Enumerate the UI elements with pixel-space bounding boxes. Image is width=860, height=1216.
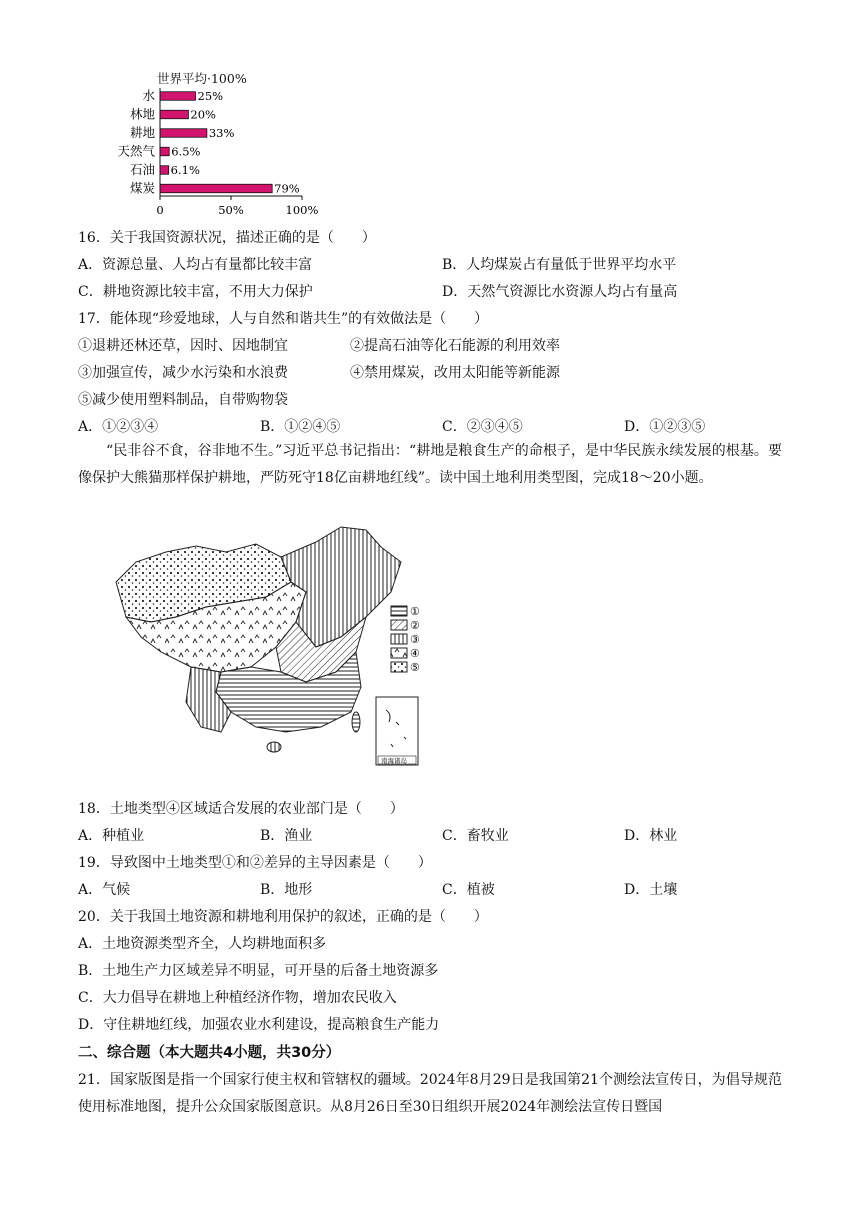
category-label: 耕地 [129, 125, 155, 140]
chart-title: 世界平均·100% [157, 71, 247, 86]
q18-option-c[interactable]: C．畜牧业 [442, 828, 509, 844]
category-label: 水 [142, 88, 155, 103]
q17-item-4: ④禁用煤炭，改用太阳能等新能源 [350, 365, 560, 381]
q19-option-d[interactable]: D．土壤 [624, 882, 678, 898]
bar [160, 129, 207, 138]
q16-option-c[interactable]: C．耕地资源比较丰富，不用大力保护 [78, 284, 313, 300]
map-legend [391, 605, 420, 674]
legend-2: ② [410, 619, 420, 632]
q17-option-b[interactable]: B．①②④⑤ [260, 419, 341, 435]
bar-value-label: 6.1% [170, 163, 200, 177]
bar-value-label: 20% [190, 107, 216, 122]
bar [160, 166, 169, 175]
q18-option-b[interactable]: B．渔业 [260, 828, 313, 844]
q20-option-c[interactable]: C．大力倡导在耕地上种植经济作物，增加农民收入 [78, 990, 397, 1006]
q17-option-c[interactable]: C．②③④⑤ [442, 419, 523, 435]
x-tick-label: 0 [156, 203, 164, 217]
q16-option-b[interactable]: B．人均煤炭占有量低于世界平均水平 [442, 257, 677, 273]
q18-option-d[interactable]: D．林业 [624, 828, 678, 844]
q17-item-3: ③加强宣传，减少水污染和水浪费 [78, 365, 288, 381]
q19-option-a[interactable]: A．气候 [78, 882, 131, 898]
q17-option-a[interactable]: A．①②③④ [78, 419, 159, 435]
legend-4: ④ [410, 647, 420, 660]
q21-text: 21．国家版图是指一个国家行使主权和管辖权的疆域。2024年8月29日是我国第21个测绘法宣传日，为倡导规范使用标准地图，提升公众国家版图意识。从8月26日至30日组织开展2024年测绘法宣传日暨国 [78, 1072, 782, 1115]
bar [160, 184, 272, 193]
category-label: 林地 [129, 106, 155, 122]
bar [160, 147, 169, 156]
bar [160, 92, 196, 101]
inset-label: 南海诸岛 [381, 757, 407, 765]
q17-item-5: ⑤减少使用塑料制品，自带购物袋 [78, 392, 288, 408]
bar-value-label: 25% [197, 89, 224, 103]
q16-option-d[interactable]: D．天然气资源比水资源人均占有量高 [442, 284, 678, 300]
q19-option-b[interactable]: B．地形 [260, 882, 313, 898]
bar-value-label: 33% [208, 126, 235, 140]
x-tick-label: 100% [285, 203, 319, 217]
hainan-island [267, 742, 281, 752]
bar-value-label: 6.5% [171, 144, 201, 159]
category-label: 石油 [129, 162, 155, 177]
q20-option-b[interactable]: B．土地生产力区域差异不明显，可开垦的后备土地资源多 [78, 963, 439, 979]
taiwan-island [352, 712, 360, 732]
q19-option-c[interactable]: C．植被 [442, 882, 495, 898]
legend-1: ① [410, 605, 420, 618]
legend-5: ⑤ [410, 661, 420, 674]
q17-stem: 17．能体现“珍爱地球，人与自然和谐共生”的有效做法是（ ） [78, 311, 489, 327]
q17-option-d[interactable]: D．①②③⑤ [624, 419, 706, 435]
q18-option-a[interactable]: A．种植业 [78, 828, 145, 844]
resource-bar-chart [100, 68, 440, 218]
bar-value-label: 79% [274, 181, 300, 196]
q18-stem: 18．土地类型④区域适合发展的农业部门是（ ） [78, 801, 404, 817]
q17-item-2: ②提高石油等化石能源的利用效率 [350, 338, 560, 354]
q16-stem: 16．关于我国资源状况，描述正确的是（ ） [78, 230, 376, 246]
q20-stem: 20．关于我国土地资源和耕地利用保护的叙述，正确的是（ ） [78, 909, 488, 925]
category-label: 天然气 [117, 143, 155, 159]
bar [160, 110, 188, 119]
q20-option-d[interactable]: D．守住耕地红线，加强农业水利建设，提高粮食生产能力 [78, 1017, 440, 1033]
china-land-use-map [106, 522, 436, 767]
legend-3: ③ [410, 633, 420, 646]
south-china-sea-inset [376, 697, 418, 765]
passage-text: “民非谷不食，谷非地不生。”习近平总书记指出：“耕地是粮食生产的命根子，是中华民族永续发展的根基。要像保护大熊猫那样保护耕地，严防死守18亿亩耕地红线”。读中国土地利用类型图，完成18～20小题。 [78, 443, 782, 486]
q20-option-a[interactable]: A．土地资源类型齐全，人均耕地面积多 [78, 936, 327, 952]
x-tick-label: 50% [218, 203, 244, 217]
section-2-heading: 二、综合题（本大题共4小题，共30分） [78, 1045, 341, 1061]
q17-item-1: ①退耕还林还草，因时、因地制宜 [78, 338, 288, 354]
q19-stem: 19．导致图中土地类型①和②差异的主导因素是（ ） [78, 855, 432, 871]
category-label: 煤炭 [129, 180, 155, 196]
q16-option-a[interactable]: A．资源总量、人均占有量都比较丰富 [78, 257, 313, 273]
